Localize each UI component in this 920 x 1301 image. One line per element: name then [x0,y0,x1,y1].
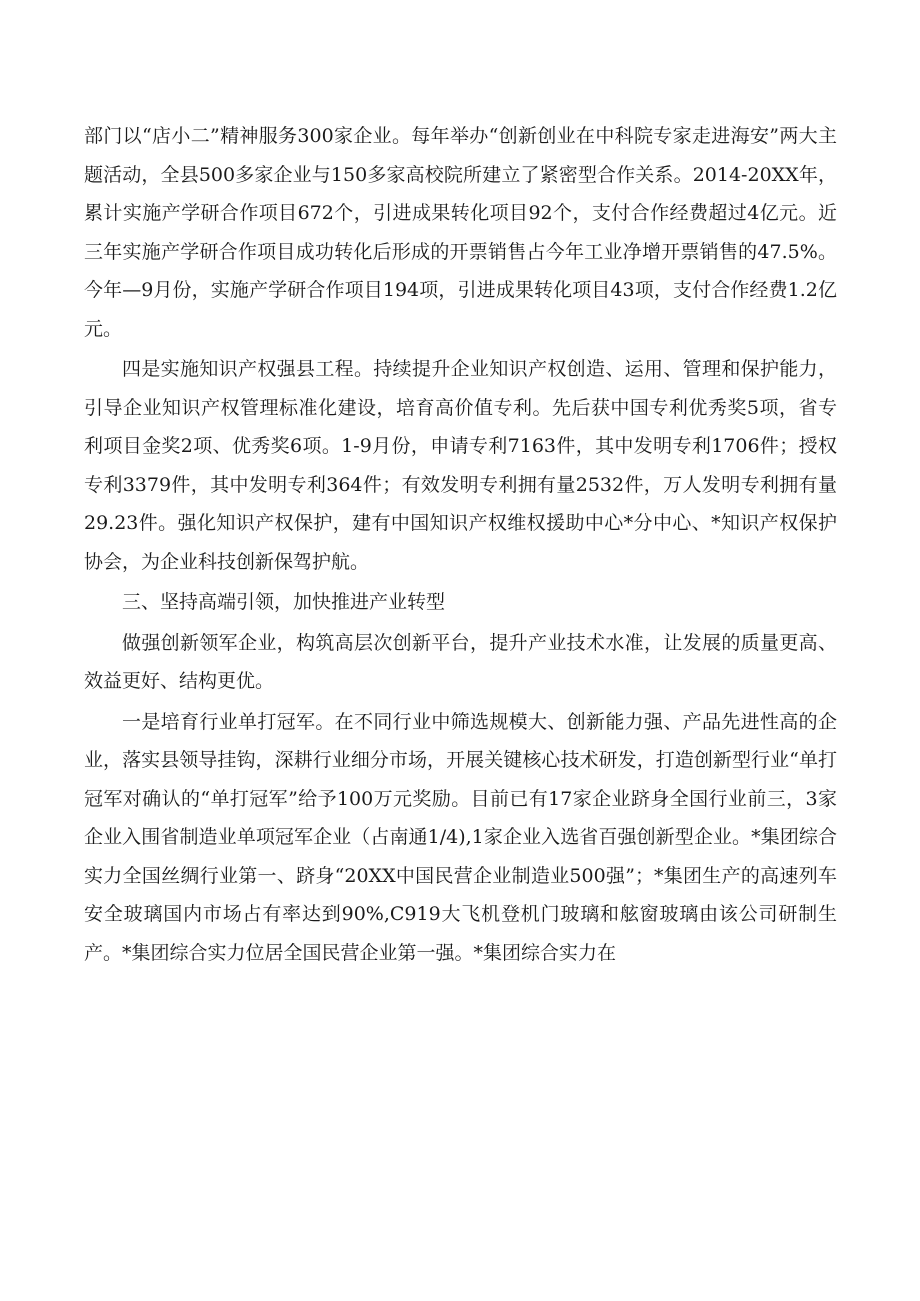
paragraph-industry-cooperation: 部门以“店小二”精神服务300家企业。每年举办“创新创业在中科院专家走进海安”两大主题活动，全县500多家企业与150多家高校院所建立了紧密型合作关系。2014-20XX年，累计实施产学研合作项目672个，引进成果转化项目92个，支付合作经费超过4亿元。近三年实施产学研合作项目成功转化后形成的开票销售占今年工业净增开票销售的47.5%。今年—9月份，实施产学研合作项目194项，引进成果转化项目43项，支付合作经费1.2亿元。 [84,125,837,340]
document-body [84,117,837,974]
paragraph-intellectual-property: 四是实施知识产权强县工程。持续提升企业知识产权创造、运用、管理和保护能力，引导企业知识产权管理标准化建设，培育高价值专利。先后获中国专利优秀奖5项，省专利项目金奖2项、优秀奖6项。1-9月份，申请专利7163件，其中发明专利1706件；授权专利3379件，其中发明专利364件；有效发明专利拥有量2532件，万人发明专利拥有量29.23件。强化知识产权保护，建有中国知识产权维权援助中心*分中心、*知识产权保护协会，为企业科技创新保驾护航。 [84,358,837,573]
section-heading-three: 三、坚持高端引领，加快推进产业转型 [122,591,446,613]
paragraph-section-intro: 做强创新领军企业，构筑高层次创新平台，提升产业技术水准，让发展的质量更高、效益更好、结构更优。 [84,631,837,692]
paragraph-single-champions: 一是培育行业单打冠军。在不同行业中筛选规模大、创新能力强、产品先进性高的企业，落实县领导挂钩，深耕行业细分市场，开展关键核心技术研发，打造创新型行业“单打冠军对确认的“单打冠军”给予100万元奖励。目前已有17家企业跻身全国行业前三，3家企业入围省制造业单项冠军企业（占南通1/4),1家企业入选省百强创新型企业。*集团综合实力全国丝绸行业第一、跻身“20XX中国民营企业制造业500强”；*集团生产的高速列车安全玻璃国内市场占有率达到90%,C919大飞机登机门玻璃和舷窗玻璃由该公司研制生产。*集团综合实力位居全国民营企业第一强。*集团综合实力在 [84,710,837,964]
